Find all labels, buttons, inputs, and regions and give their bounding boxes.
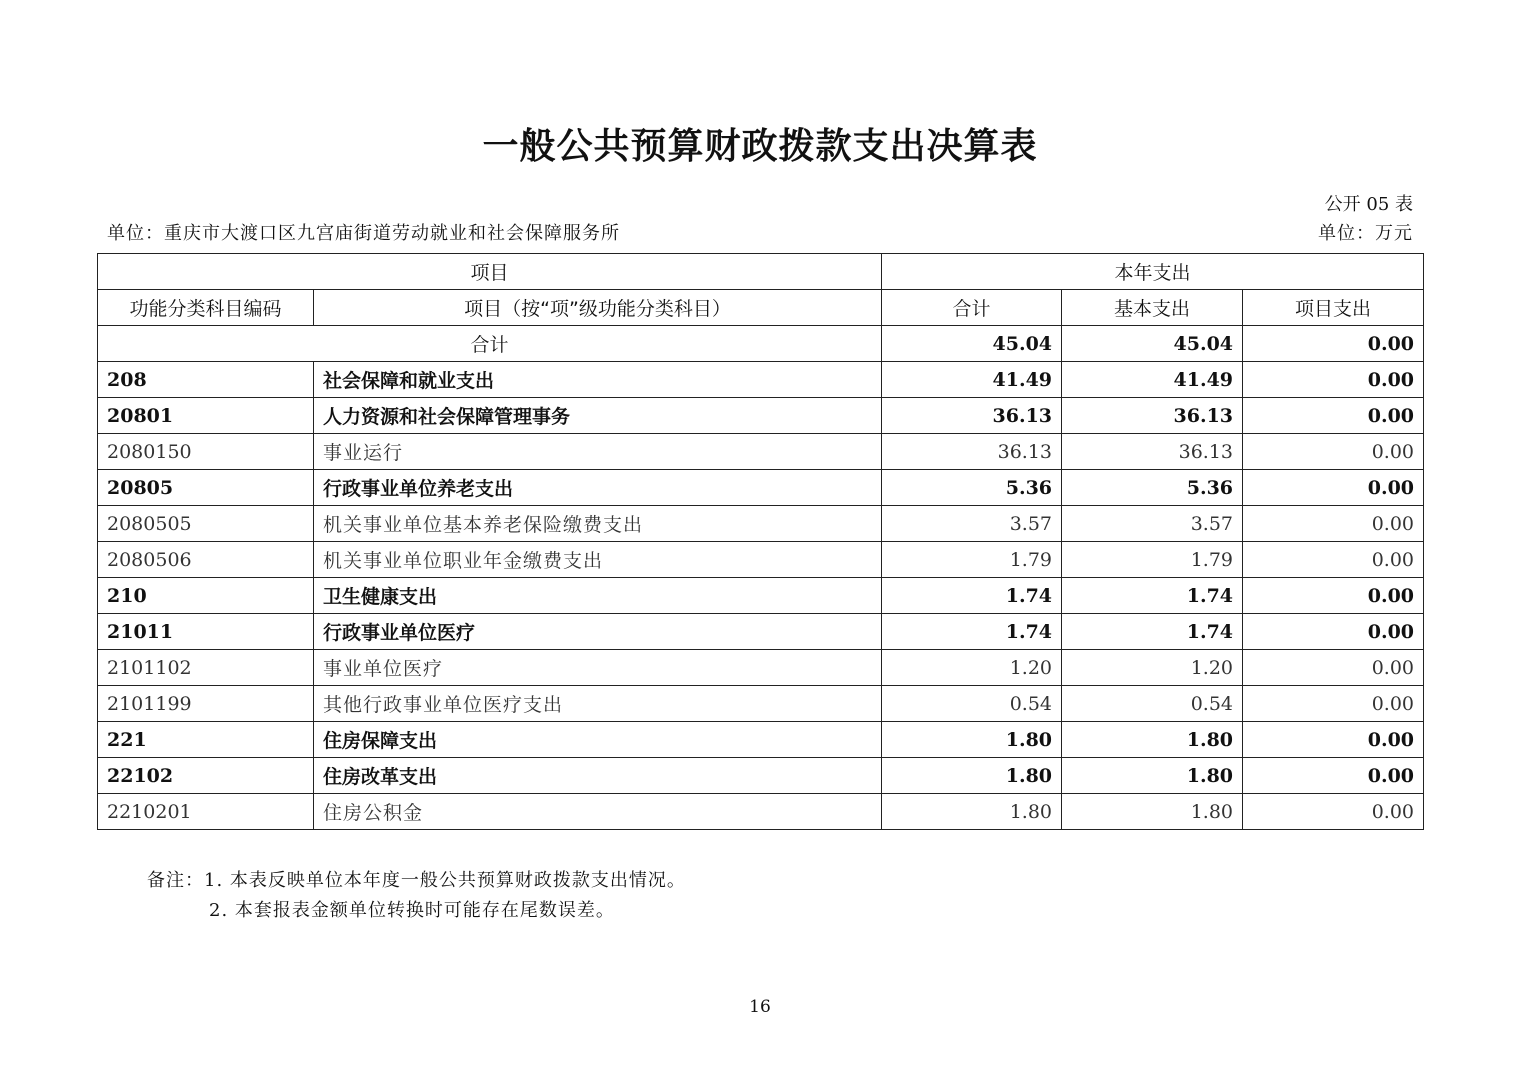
row-project: 0.00 — [1243, 434, 1424, 470]
row-total: 1.74 — [882, 578, 1062, 614]
table-row — [98, 722, 1424, 758]
total-label: 合计 — [98, 326, 882, 362]
page-title: 一般公共预算财政拨款支出决算表 — [482, 126, 1038, 167]
header-row-2 — [98, 290, 1424, 326]
total-project: 0.00 — [1243, 326, 1424, 362]
row-project: 0.00 — [1243, 722, 1424, 758]
row-name: 其他行政事业单位医疗支出 — [314, 686, 882, 722]
page-number: 16 — [749, 997, 771, 1017]
total-amount: 45.04 — [882, 326, 1062, 362]
row-name: 行政事业单位养老支出 — [314, 470, 882, 506]
row-total: 41.49 — [882, 362, 1062, 398]
table-row — [98, 398, 1424, 434]
row-project: 0.00 — [1243, 650, 1424, 686]
header-current-year: 本年支出 — [882, 254, 1424, 290]
notes — [147, 866, 686, 926]
row-total: 1.79 — [882, 542, 1062, 578]
row-total: 1.80 — [882, 722, 1062, 758]
row-basic: 1.20 — [1062, 650, 1243, 686]
row-basic: 1.74 — [1062, 578, 1243, 614]
row-name: 行政事业单位医疗 — [314, 614, 882, 650]
table-row — [98, 470, 1424, 506]
row-code: 210 — [98, 578, 314, 614]
row-total: 0.54 — [882, 686, 1062, 722]
currency-unit: 单位：万元 — [1318, 223, 1413, 244]
total-row — [98, 326, 1424, 362]
row-basic: 0.54 — [1062, 686, 1243, 722]
table-row — [98, 614, 1424, 650]
row-project: 0.00 — [1243, 542, 1424, 578]
row-total: 1.80 — [882, 758, 1062, 794]
table-row — [98, 794, 1424, 830]
row-basic: 3.57 — [1062, 506, 1243, 542]
note-line-1: 备注：1. 本表反映单位本年度一般公共预算财政拨款支出情况。 — [147, 870, 686, 891]
row-basic: 1.79 — [1062, 542, 1243, 578]
row-code: 2101102 — [98, 650, 314, 686]
row-basic: 36.13 — [1062, 434, 1243, 470]
row-total: 1.20 — [882, 650, 1062, 686]
row-total: 36.13 — [882, 434, 1062, 470]
header-project: 项目 — [98, 254, 882, 290]
row-name: 人力资源和社会保障管理事务 — [314, 398, 882, 434]
header-item: 项目（按“项”级功能分类科目） — [314, 290, 882, 326]
table-row — [98, 686, 1424, 722]
row-project: 0.00 — [1243, 506, 1424, 542]
row-code: 21011 — [98, 614, 314, 650]
table-row — [98, 650, 1424, 686]
row-project: 0.00 — [1243, 686, 1424, 722]
row-project: 0.00 — [1243, 794, 1424, 830]
row-code: 221 — [98, 722, 314, 758]
table-row — [98, 362, 1424, 398]
row-name: 事业运行 — [314, 434, 882, 470]
row-total: 1.74 — [882, 614, 1062, 650]
row-basic: 5.36 — [1062, 470, 1243, 506]
header-code: 功能分类科目编码 — [98, 290, 314, 326]
header-row-1 — [98, 254, 1424, 290]
total-basic: 45.04 — [1062, 326, 1243, 362]
row-basic: 1.80 — [1062, 794, 1243, 830]
row-total: 3.57 — [882, 506, 1062, 542]
row-basic: 1.80 — [1062, 758, 1243, 794]
row-name: 机关事业单位基本养老保险缴费支出 — [314, 506, 882, 542]
table-row — [98, 506, 1424, 542]
row-basic: 36.13 — [1062, 398, 1243, 434]
row-project: 0.00 — [1243, 362, 1424, 398]
row-name: 机关事业单位职业年金缴费支出 — [314, 542, 882, 578]
form-number: 公开 05 表 — [1324, 194, 1413, 215]
row-code: 22102 — [98, 758, 314, 794]
row-name: 住房改革支出 — [314, 758, 882, 794]
row-code: 2080150 — [98, 434, 314, 470]
row-code: 20801 — [98, 398, 314, 434]
row-basic: 41.49 — [1062, 362, 1243, 398]
row-basic: 1.80 — [1062, 722, 1243, 758]
table-row — [98, 758, 1424, 794]
header-total: 合计 — [882, 290, 1062, 326]
row-project: 0.00 — [1243, 758, 1424, 794]
row-basic: 1.74 — [1062, 614, 1243, 650]
row-total: 5.36 — [882, 470, 1062, 506]
table-body — [98, 254, 1424, 830]
row-name: 社会保障和就业支出 — [314, 362, 882, 398]
row-name: 住房保障支出 — [314, 722, 882, 758]
row-project: 0.00 — [1243, 470, 1424, 506]
row-name: 住房公积金 — [314, 794, 882, 830]
table-row — [98, 578, 1424, 614]
row-code: 2080506 — [98, 542, 314, 578]
row-name: 卫生健康支出 — [314, 578, 882, 614]
row-project: 0.00 — [1243, 398, 1424, 434]
row-name: 事业单位医疗 — [314, 650, 882, 686]
header-basic: 基本支出 — [1062, 290, 1243, 326]
row-code: 208 — [98, 362, 314, 398]
row-code: 20805 — [98, 470, 314, 506]
row-project: 0.00 — [1243, 578, 1424, 614]
table-row — [98, 542, 1424, 578]
row-code: 2101199 — [98, 686, 314, 722]
note-line-2: 2. 本套报表金额单位转换时可能存在尾数误差。 — [209, 900, 615, 921]
table-row — [98, 434, 1424, 470]
expenditure-table — [97, 253, 1424, 830]
row-project: 0.00 — [1243, 614, 1424, 650]
reporting-unit: 单位：重庆市大渡口区九宫庙街道劳动就业和社会保障服务所 — [107, 223, 620, 244]
header-project-expense: 项目支出 — [1243, 290, 1424, 326]
row-code: 2080505 — [98, 506, 314, 542]
row-code: 2210201 — [98, 794, 314, 830]
row-total: 36.13 — [882, 398, 1062, 434]
row-total: 1.80 — [882, 794, 1062, 830]
